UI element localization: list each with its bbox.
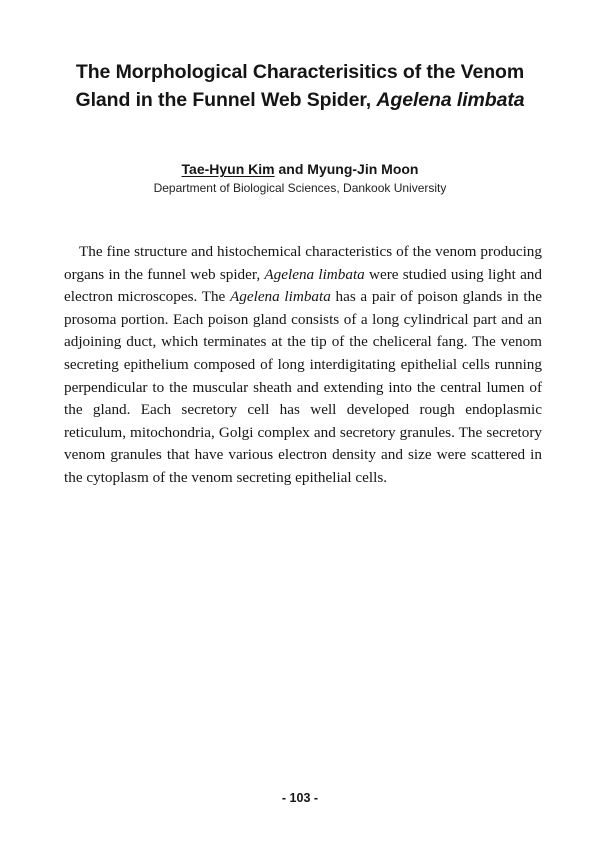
author-connector: and: [274, 161, 308, 177]
abstract-segment-1: The fine structure and histochemical characteristics of the venom producing organs in the funnel web spider,: [64, 243, 542, 283]
author-1: Tae-Hyun Kim: [181, 161, 275, 177]
abstract-segment-3: has a pair of poison glands in the prosoma portion. Each poison gland consists of a long cylindrical part and an adjoining duct, which terminates at the tip of the cheliceral fang. The venom secreting epithelium composed of long interdigitating epithelial cells running perpendicular to the muscular sheath and extending into the central lumen of the gland. Each secretory cell has well developed rough endoplasmic reticulum, mitochondria, Golgi complex and secretory granules. The secretory venom granules that have various electron density and size were scattered in the cytoplasm of the venom secreting epithelial cells.: [64, 288, 542, 486]
affiliation: Department of Biological Sciences, Dankook University: [153, 181, 447, 195]
paper-title: [40, 58, 560, 114]
abstract-species-2: Agelena limbata: [229, 288, 331, 306]
title-line-2-text: Gland in the Funnel Web Spider,: [75, 89, 377, 111]
author-list: [0, 159, 600, 179]
page-number: - 103 -: [281, 791, 319, 805]
title-species-name: Agelena limbata: [376, 89, 525, 111]
abstract-species-1: Agelena limbata: [264, 265, 365, 283]
title-line-1: The Morphological Characterisitics of the Venom: [75, 61, 525, 83]
abstract-segment-2: were studied using light and electron microscopes. The: [64, 265, 542, 306]
title-line-2: [40, 86, 560, 114]
author-2: Myung-Jin Moon: [307, 161, 419, 177]
abstract-body: [64, 241, 542, 490]
